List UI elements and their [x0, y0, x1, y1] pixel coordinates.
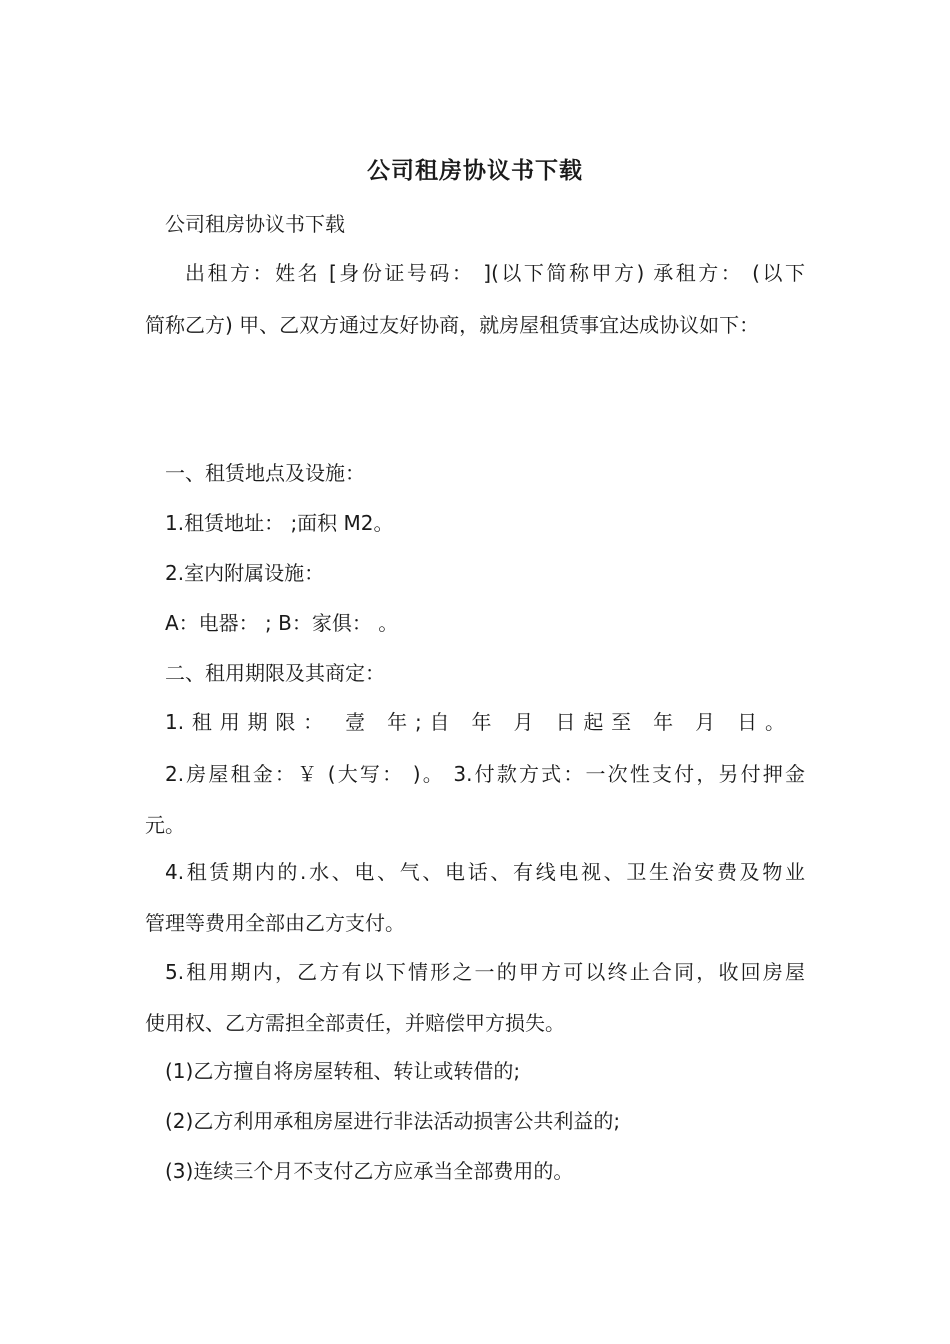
- parties-line-1: 出租方：姓名 [身份证号码： ](以下简称甲方) 承租方： (以下: [185, 261, 805, 285]
- document-title: 公司租房协议书下载: [367, 158, 583, 184]
- item-1-2: 2.室内附属设施：: [165, 561, 325, 585]
- section-2-heading: 二、租用期限及其商定：: [165, 661, 385, 685]
- clause-3: (3)连续三个月不支付乙方应承当全部费用的。: [165, 1159, 574, 1183]
- item-1-1: 1.租赁地址： ;面积 M2。: [165, 511, 394, 535]
- item-2-4-line-2: 管理等费用全部由乙方支付。: [145, 911, 405, 935]
- item-2-1: 1.租用期限： 壹 年;自 年 月 日起至 年 月 日。: [165, 710, 785, 734]
- document-subtitle: 公司租房协议书下载: [165, 212, 345, 236]
- item-2-4-line-1: 4.租赁期内的.水、电、气、电话、有线电视、卫生治安费及物业: [165, 860, 805, 884]
- clause-1: (1)乙方擅自将房屋转租、转让或转借的;: [165, 1059, 521, 1083]
- item-2-5-line-2: 使用权、乙方需担全部责任，并赔偿甲方损失。: [145, 1011, 565, 1035]
- item-2-2-line-2: 元。: [145, 813, 185, 837]
- item-1-2-detail: A：电器： ; B：家俱： 。: [165, 611, 399, 635]
- item-2-5-line-1: 5.租用期内，乙方有以下情形之一的甲方可以终止合同，收回房屋: [165, 960, 805, 984]
- section-1-heading: 一、租赁地点及设施：: [165, 461, 365, 485]
- clause-2: (2)乙方利用承租房屋进行非法活动损害公共利益的;: [165, 1109, 621, 1133]
- parties-line-2: 简称乙方) 甲、乙双方通过友好协商，就房屋租赁事宜达成协议如下：: [145, 313, 760, 337]
- item-2-2-line-1: 2.房屋租金：￥ (大写： )。 3.付款方式：一次性支付，另付押金: [165, 762, 805, 786]
